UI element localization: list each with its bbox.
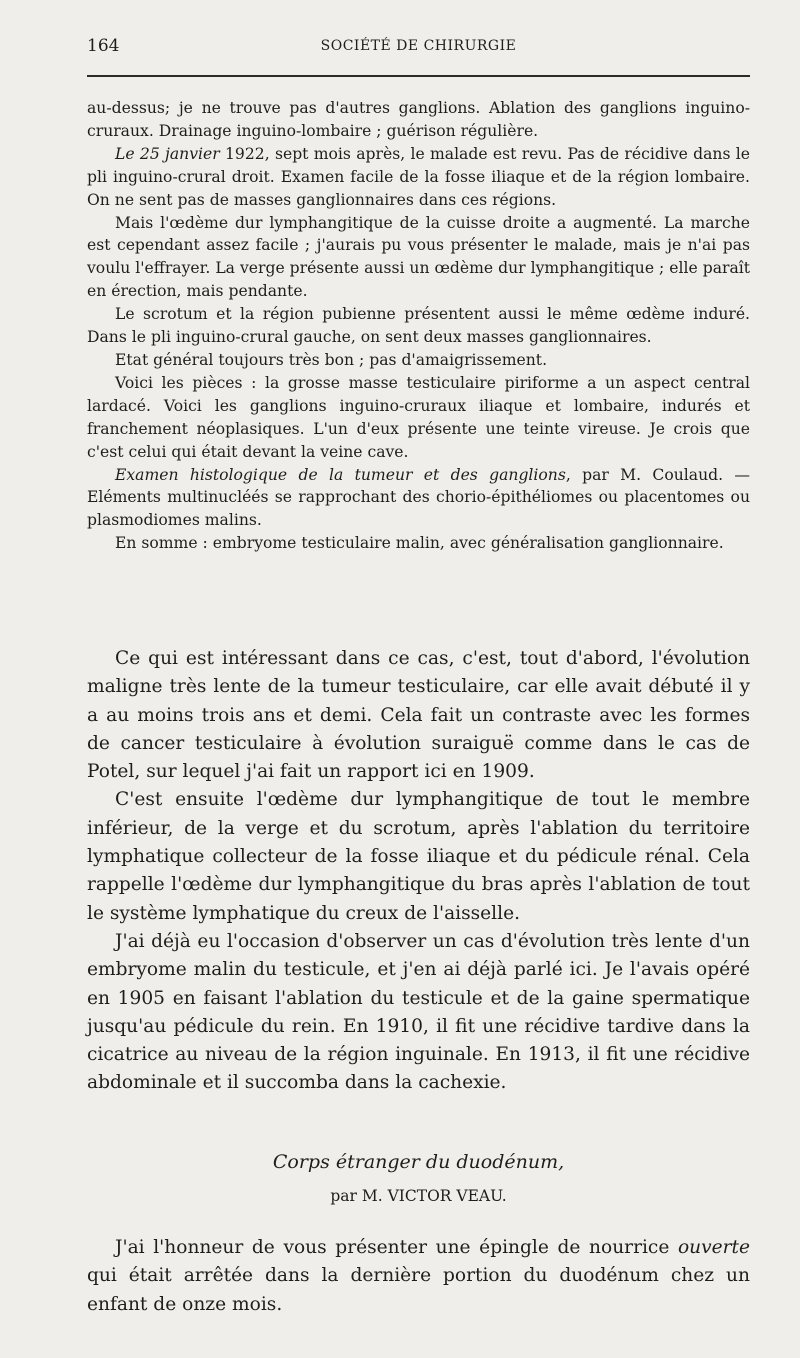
section-author: par M. VICTOR VEAU.	[330, 1187, 507, 1205]
paragraph: Examen histologique de la tumeur et des ganglions, par M. Coulaud. — Eléments multinucléés se rapprochant des chorio-épithéliomes ou placentomes ou plasmodiomes malins.	[87, 465, 750, 530]
paragraph: J'ai déjà eu l'occasion d'observer un cas d'évolution très lente d'un embryome malin du testicule, et j'en ai déjà parlé ici. Je l'avais opéré en 1905 en faisant l'ablation du testicule et de la gaine spermatique jusqu'au pédicule du rein. En 1910, il fit une récidive tardive dans la cicatrice au niveau de la région inguinale. En 1913, il fit une récidive abdominale et il succomba dans la cachexie.	[87, 930, 750, 1094]
section-body	[87, 1234, 750, 1319]
paragraph: Etat général toujours très bon ; pas d'amaigrissement.	[115, 350, 548, 369]
case-report	[87, 97, 750, 555]
paragraph: Voici les pièces : la grosse masse testiculaire piriforme a un aspect central lardacé. Voici les ganglions inguino-cruraux iliaque et lombaire, indurés et franchement néoplasiques. L'un d'eux présente une teinte vireuse. Je crois que c'est celui qui était devant la veine cave.	[87, 373, 750, 461]
section-title: Corps étranger du duodénum,	[272, 1151, 565, 1173]
paragraph: C'est ensuite l'œdème dur lymphangitique de tout le membre inférieur, de la verge et du scrotum, après l'ablation du territoire lymphatique collecteur de la fosse iliaque et du pédicule rénal. Cela rappelle l'œdème dur lymphangitique du bras après l'ablation de tout le système lymphatique du creux de l'aisselle.	[87, 789, 750, 924]
paragraph: Le 25 janvier 1922, sept mois après, le malade est revu. Pas de récidive dans le pli inguino-crural droit. Examen facile de la fosse iliaque et de la région lombaire. On ne sent pas de masses ganglionnaires dans ces régions.	[87, 144, 750, 209]
running-title: SOCIÉTÉ DE CHIRURGIE	[320, 38, 517, 54]
page-number: 164	[87, 36, 120, 56]
paragraph: Mais l'œdème dur lymphangitique de la cuisse droite a augmenté. La marche est cependant assez facile ; j'aurais pu vous présenter le malade, mais je n'ai pas voulu l'effrayer. La verge présente aussi un œdème dur lymphangitique ; elle paraît en érection, mais pendante.	[87, 213, 750, 301]
paragraph: Ce qui est intéressant dans ce cas, c'est, tout d'abord, l'évolution maligne très lente de la tumeur testiculaire, car elle avait débuté il y a au moins trois ans et demi. Cela fait un contraste avec les formes de cancer testiculaire à évolution suraiguë comme dans le cas de Potel, sur lequel j'ai fait un rapport ici en 1909.	[87, 648, 750, 783]
page-header	[87, 36, 750, 60]
paragraph: J'ai l'honneur de vous présenter une épingle de nourrice ouverte qui était arrêtée dans la dernière portion du duodénum chez un enfant de onze mois.	[87, 1237, 750, 1315]
discussion	[87, 645, 750, 1098]
paragraph: au-dessus; je ne trouve pas d'autres ganglions. Ablation des ganglions inguino-cruraux. Drainage inguino-lombaire ; guérison régulière.	[87, 99, 750, 140]
header-rule	[87, 75, 750, 77]
paragraph: Le scrotum et la région pubienne présentent aussi le même œdème induré. Dans le pli inguino-crural gauche, on sent deux masses ganglionnaires.	[87, 305, 750, 347]
paragraph: En somme : embryome testiculaire malin, avec généralisation ganglionnaire.	[115, 534, 724, 553]
